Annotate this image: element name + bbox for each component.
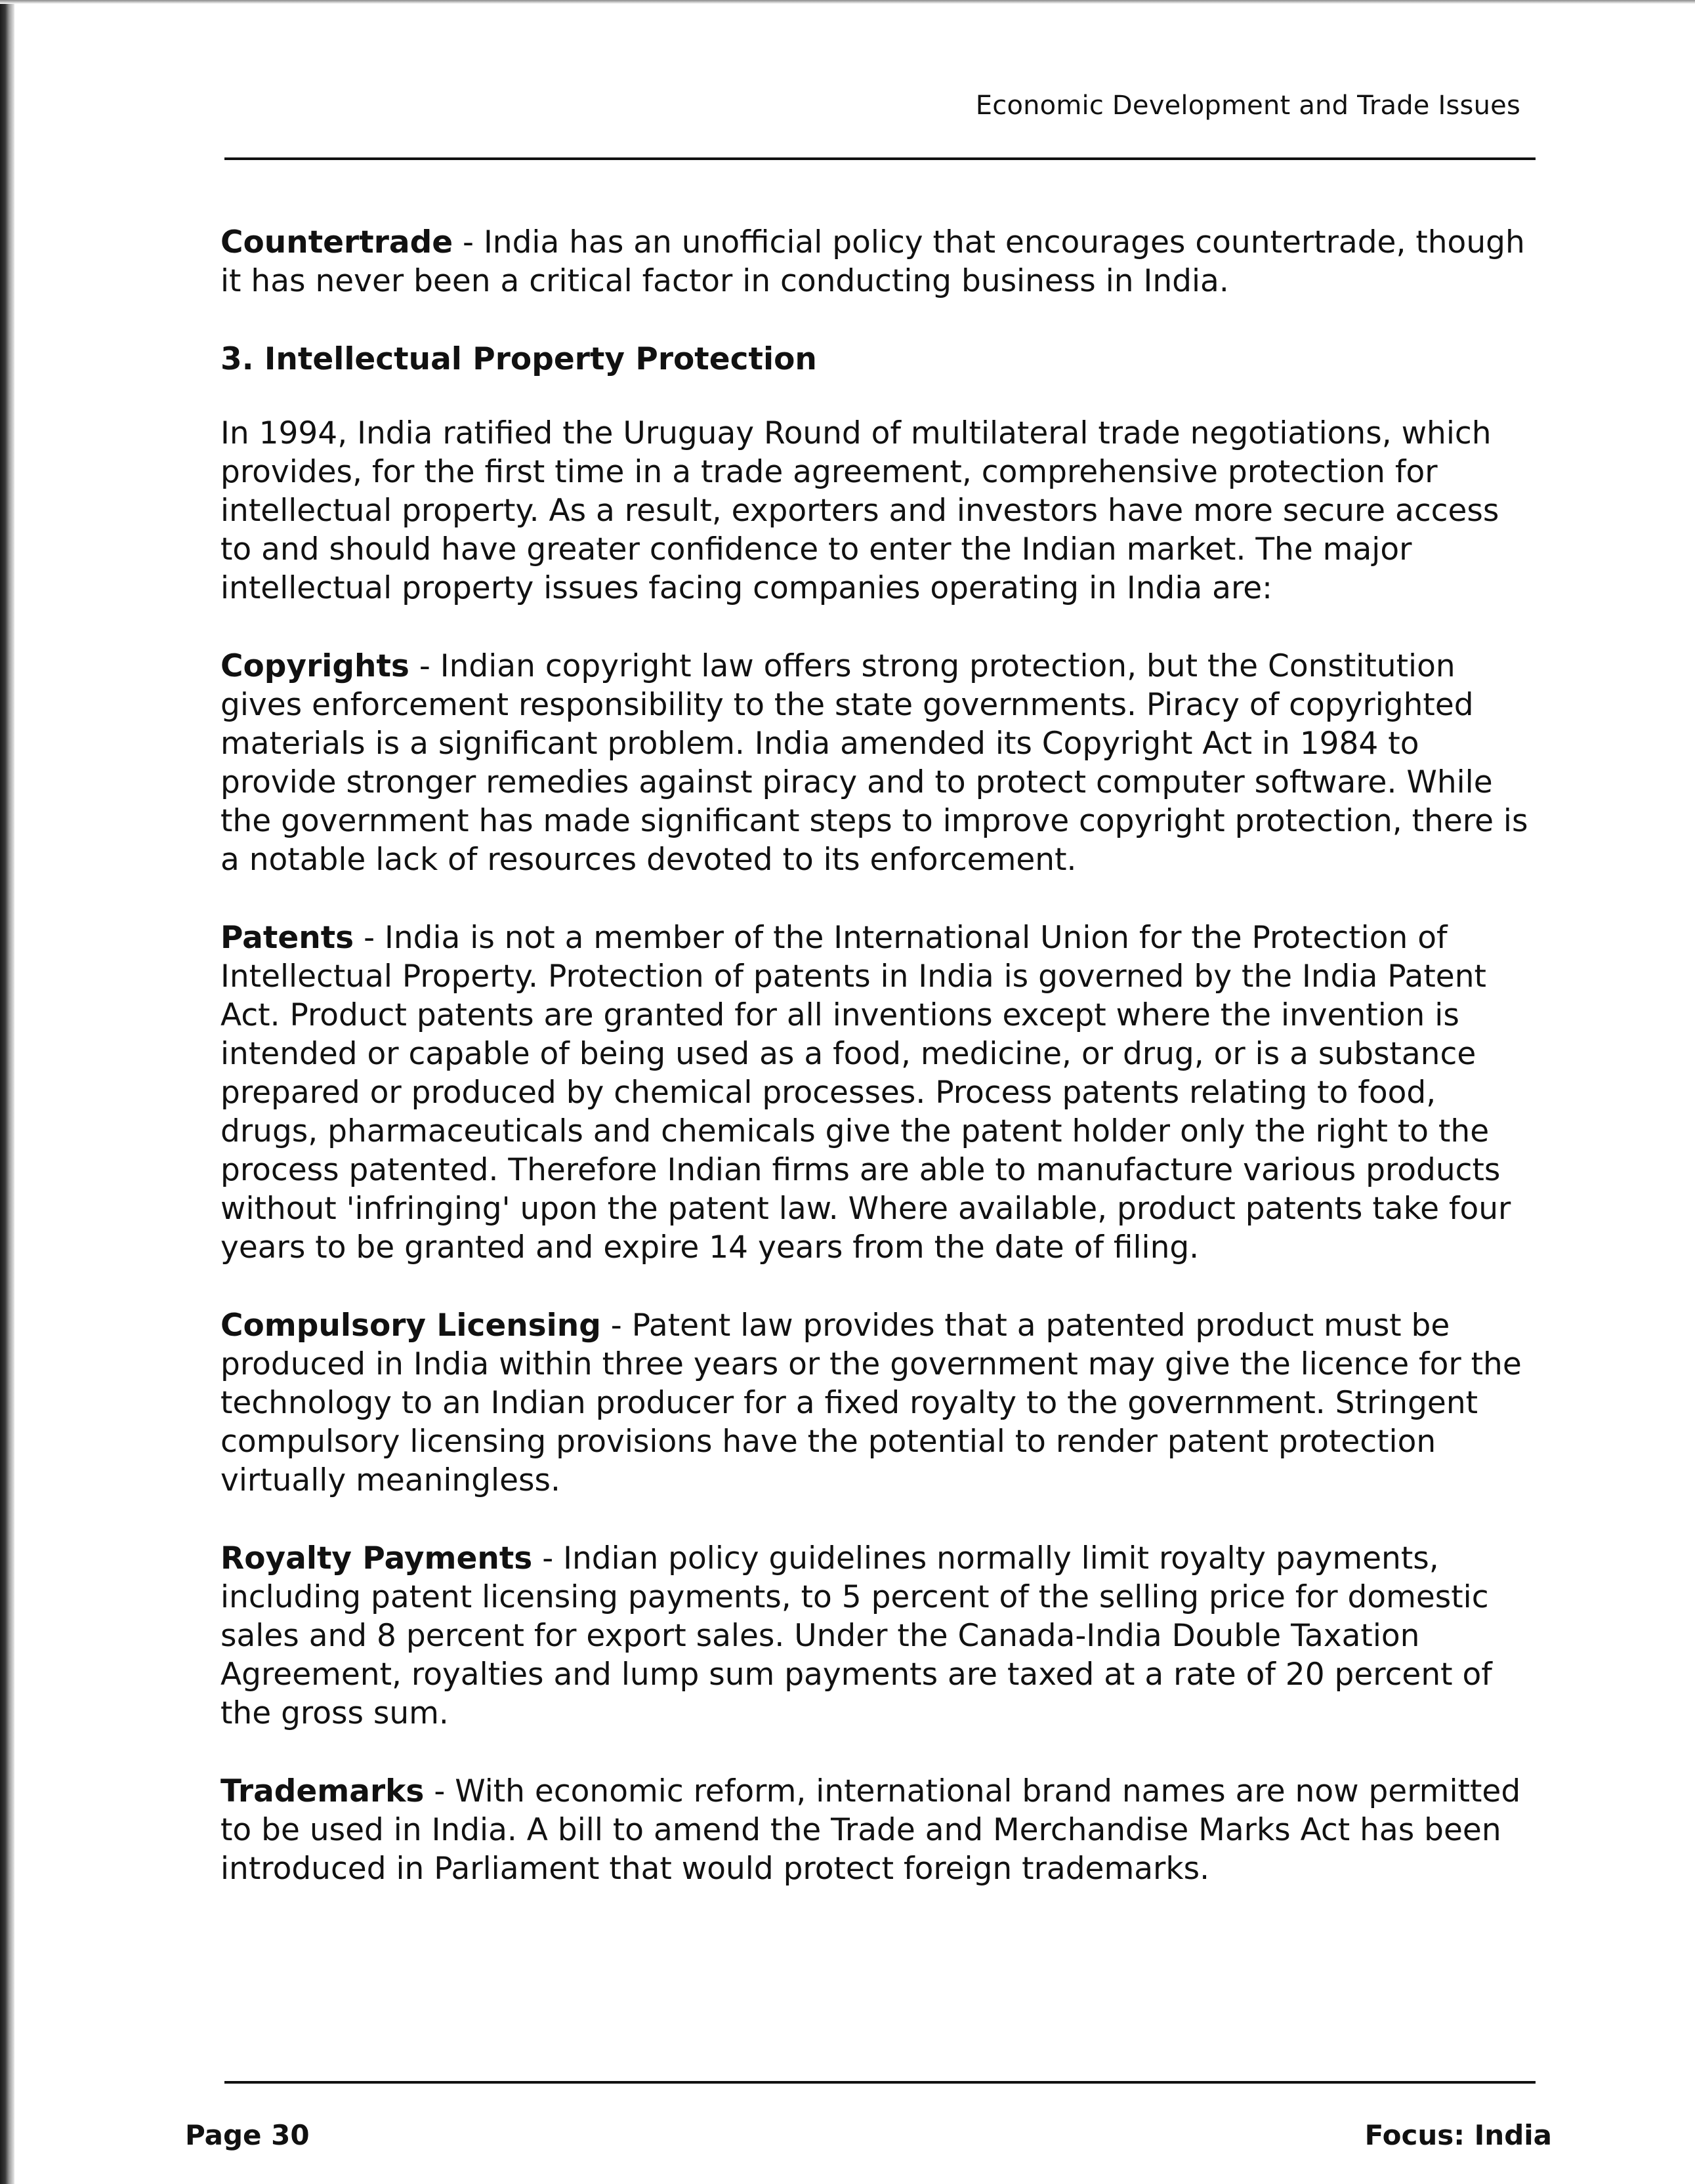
term-compulsory-licensing: Compulsory Licensing: [220, 1308, 601, 1344]
publication-title: Focus: India: [1364, 2119, 1552, 2151]
text-patents: - India is not a member of the International Union for the Protection of Intellectual Property. Protection of patents in India is governed by the India Patent Act. Product patents are granted for all inventions except where the invention is intended or capable of being used as a food, medicine, or drug, or is a substance prepared or produced by chemical processes. Process patents relating to food, drugs, pharmaceuticals and chemicals give the patent holder only the right to the process patented. Therefore Indian firms are able to manufacture various products without 'infringing' upon the patent law. Where available, product patents take four years to be granted and expire 14 years from the date of filing.: [220, 920, 1511, 1266]
paragraph-royalty-payments: [220, 1539, 1539, 1733]
running-header: Economic Development and Trade Issues: [975, 91, 1520, 121]
section-heading: 3. Intellectual Property Protection: [220, 341, 817, 377]
text-trademarks: - With economic reform, international brand names are now permitted to be used in India. A bill to amend the Trade and Merchandise Marks Act has been introduced in Parliament that would protect foreign trademarks.: [220, 1773, 1521, 1887]
text-copyrights: - Indian copyright law offers strong protection, but the Constitution gives enforcement responsibility to the state governments. Piracy of copyrighted materials is a significant problem. India amended its Copyright Act in 1984 to provide stronger remedies against piracy and to protect computer software. While the government has made significant steps to improve copyright protection, there is a notable lack of resources devoted to its enforcement.: [220, 648, 1528, 878]
page-number: Page 30: [185, 2119, 310, 2151]
term-patents: Patents: [220, 920, 354, 956]
scan-top-shadow: [0, 0, 1695, 4]
text-countertrade: - India has an unofficial policy that encourages countertrade, though it has never been a critical factor in conducting business in India.: [220, 224, 1525, 299]
paragraph-patents: [220, 918, 1539, 1267]
text-compulsory-licensing: - Patent law provides that a patented product must be produced in India within three years or the government may give the licence for the technology to an Indian producer for a fixed royalty to the government. Stringent compulsory licensing provisions have the potential to render patent protection virtually meaningless.: [220, 1308, 1522, 1498]
paragraph-copyrights: [220, 647, 1539, 879]
paragraph-trademarks: [220, 1772, 1539, 1888]
text-royalty-payments: - Indian policy guidelines normally limit royalty payments, including patent licensing payments, to 5 percent of the selling price for domestic sales and 8 percent for export sales. Under the Canada-India Double Taxation Agreement, royalties and lump sum payments are taxed at a rate of 20 percent of the gross sum.: [220, 1540, 1492, 1731]
term-countertrade: Countertrade: [220, 224, 453, 260]
term-copyrights: Copyrights: [220, 648, 409, 684]
header-rule: [224, 157, 1536, 160]
page-body: [220, 223, 1539, 1927]
term-trademarks: Trademarks: [220, 1773, 425, 1809]
paragraph-intro: In 1994, India ratified the Uruguay Round of multilateral trade negotiations, which provides, for the first time in a trade agreement, comprehensive protection for intellectual property. As a result, exporters and investors have more secure access to and should have greater confidence to enter the Indian market. The major intellectual property issues facing companies operating in India are:: [220, 415, 1499, 606]
term-royalty-payments: Royalty Payments: [220, 1540, 533, 1576]
scan-edge-shadow: [0, 0, 14, 2184]
paragraph-countertrade: [220, 223, 1539, 300]
footer-rule: [224, 2081, 1536, 2084]
paragraph-compulsory-licensing: [220, 1306, 1539, 1500]
